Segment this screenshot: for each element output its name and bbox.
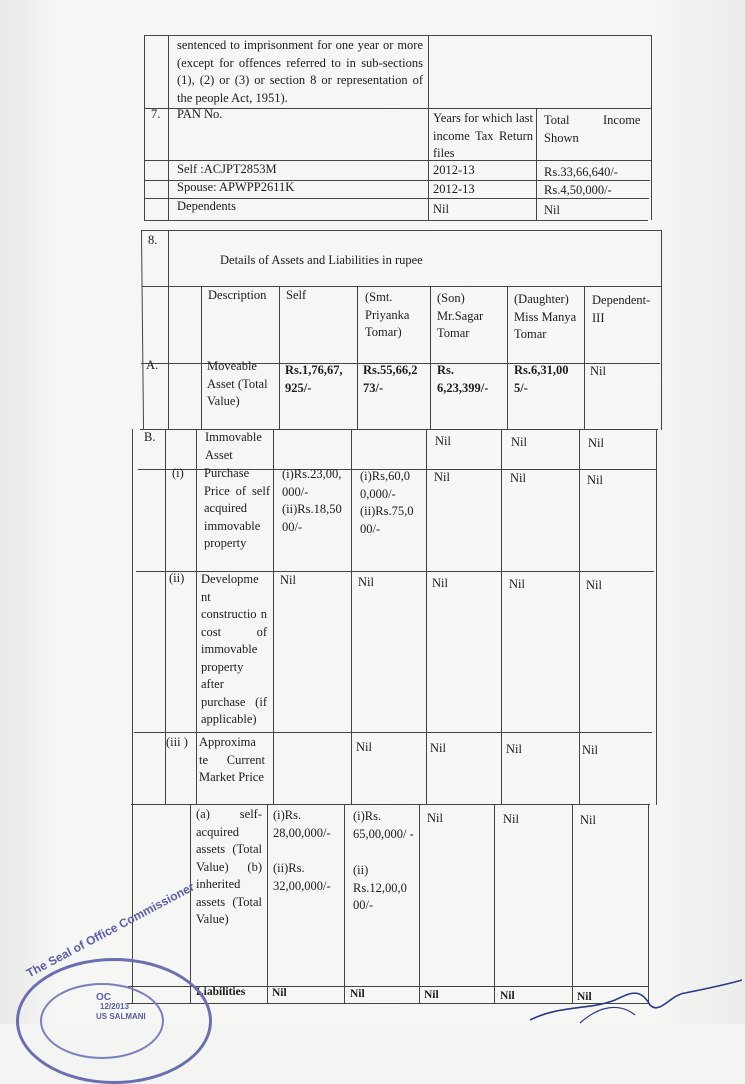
assets-col-divider bbox=[494, 804, 495, 1004]
row-b3-daughter: Nil bbox=[506, 742, 522, 756]
row-b-desc: Immovable Asset bbox=[205, 430, 262, 462]
top-table-border bbox=[144, 35, 652, 36]
year-self: 2012-13 bbox=[433, 163, 475, 177]
top-table-col-divider bbox=[536, 108, 537, 220]
row-b1-daughter: Nil bbox=[510, 471, 526, 485]
assets-col-divider bbox=[579, 429, 580, 805]
row-b-label: B. bbox=[144, 430, 156, 444]
assets-col-divider bbox=[501, 429, 502, 805]
row-b4-self-b: (ii)Rs. 32,00,000/- bbox=[273, 861, 331, 893]
pan-spouse: Spouse: APWPP2611K bbox=[177, 180, 295, 194]
assets-table-title: Details of Assets and Liabilities in rupee bbox=[220, 253, 423, 267]
year-spouse: 2012-13 bbox=[433, 182, 475, 196]
assets-col-divider bbox=[196, 429, 197, 805]
income-dependents: Nil bbox=[544, 203, 560, 217]
row-a-self: Rs.1,76,67, 925/- bbox=[285, 363, 343, 395]
row-number-7: 7. bbox=[151, 107, 161, 121]
row-a-spouse: Rs.55,66,2 73/- bbox=[363, 363, 418, 395]
assets-col-divider bbox=[273, 429, 274, 805]
header-daughter: (Daughter) Miss Manya Tomar bbox=[514, 292, 577, 341]
row-b4-self-a: (i)Rs. 28,00,000/- bbox=[273, 808, 331, 840]
row-b-dependent: Nil bbox=[588, 436, 604, 450]
disqualification-text: sentenced to imprisonment for one year or more (except for offences referred to in sub-sections (1), (2) or (3) or section 8 or representation of the people Act, 1951). bbox=[177, 38, 423, 105]
row-b4-son: Nil bbox=[427, 811, 443, 825]
row-b4-dependent: Nil bbox=[580, 813, 596, 827]
assets-col-divider bbox=[279, 286, 280, 430]
assets-col-divider bbox=[201, 286, 202, 430]
year-dependents: Nil bbox=[433, 202, 449, 216]
row-b2-self: Nil bbox=[280, 573, 296, 587]
row-liabilities-self: Nil bbox=[272, 987, 287, 999]
pan-dependents: Dependents bbox=[177, 199, 237, 213]
row-b1-self: (i)Rs.23,00, 000/- (ii)Rs.18,50 00/- bbox=[282, 467, 342, 534]
row-liabilities-son: Nil bbox=[424, 989, 439, 1001]
row-liabilities-daughter: Nil bbox=[500, 990, 515, 1002]
assets-col-divider bbox=[430, 286, 431, 430]
row-b1-label: (i) bbox=[172, 466, 184, 480]
seal-text-line3: US SALMANI bbox=[96, 1012, 146, 1021]
assets-col-divider bbox=[267, 804, 268, 1004]
seal-outer-text: The Seal of Office Commissioner bbox=[24, 879, 197, 981]
row-a-label: A. bbox=[146, 358, 159, 372]
assets-col-divider bbox=[357, 286, 358, 430]
header-self: Self bbox=[286, 288, 307, 302]
total-header-income: Income bbox=[603, 113, 641, 127]
top-table-col-divider bbox=[428, 35, 429, 220]
header-spouse: (Smt. Priyanka Tomar) bbox=[365, 290, 410, 339]
row-b3-spouse: Nil bbox=[356, 740, 372, 754]
assets-col-divider bbox=[507, 286, 508, 430]
seal-text-line1: OC bbox=[96, 992, 111, 1003]
assets-table-border bbox=[142, 230, 662, 231]
assets-col-divider bbox=[351, 429, 352, 805]
total-header-shown: Shown bbox=[544, 131, 579, 145]
section-number-8: 8. bbox=[148, 233, 158, 247]
income-spouse: Rs.4,50,000/- bbox=[544, 183, 612, 197]
top-table-border bbox=[144, 220, 648, 221]
row-b4-spouse-b: (ii) Rs.12,00,0 00/- bbox=[353, 863, 407, 912]
years-header: Years for which last income Tax Return files bbox=[433, 111, 533, 160]
pan-self: Self :ACJPT2853M bbox=[177, 162, 277, 176]
pan-label: PAN No. bbox=[177, 107, 223, 121]
row-liabilities-dependent: Nil bbox=[577, 991, 592, 1003]
row-b2-desc: Developme nt constructio n cost of immovable property after purchase (if applicable) bbox=[201, 572, 267, 726]
total-header-total: Total bbox=[544, 113, 570, 127]
assets-row-divider bbox=[134, 732, 652, 733]
row-b2-son: Nil bbox=[432, 576, 448, 590]
row-b3-son: Nil bbox=[430, 741, 446, 755]
row-b1-desc: Purchase Price of self acquired immovable property bbox=[204, 466, 270, 550]
row-b3-label: (iii ) bbox=[166, 735, 188, 749]
row-b3-dependent: Nil bbox=[582, 743, 598, 757]
assets-col-divider bbox=[344, 804, 345, 1004]
row-b3-desc: Approxima te Current Market Price bbox=[199, 735, 265, 784]
row-b2-dependent: Nil bbox=[586, 578, 602, 592]
assets-table-border bbox=[656, 429, 657, 805]
assets-col-divider bbox=[190, 804, 191, 1004]
row-a-dependent: Nil bbox=[590, 364, 606, 378]
row-a-daughter: Rs.6,31,00 5/- bbox=[514, 363, 569, 395]
header-description: Description bbox=[208, 288, 267, 302]
row-liabilities-desc: Liabilities bbox=[196, 986, 246, 998]
row-b1-dependent: Nil bbox=[587, 473, 603, 487]
assets-col-divider bbox=[168, 230, 169, 430]
row-b2-label: (ii) bbox=[169, 571, 185, 585]
signature bbox=[520, 975, 745, 1024]
assets-table-border bbox=[648, 804, 649, 1004]
row-b-son: Nil bbox=[435, 434, 451, 448]
top-table-border bbox=[144, 35, 145, 220]
row-a-desc: Moveable Asset (Total Value) bbox=[207, 359, 268, 408]
row-b1-spouse: (i)Rs,60,0 0,000/- (ii)Rs.75,0 00/- bbox=[360, 469, 414, 536]
income-self: Rs.33,66,640/- bbox=[544, 165, 618, 179]
assets-col-divider bbox=[426, 429, 427, 805]
row-b4-desc: (a) self-acquired assets (Total Value) (b) inherited assets (Total Value) bbox=[196, 807, 262, 926]
assets-col-divider bbox=[419, 804, 420, 1004]
row-b4-spouse-a: (i)Rs. 65,00,000/ - bbox=[353, 809, 414, 841]
assets-col-divider bbox=[572, 804, 573, 1004]
assets-col-divider bbox=[584, 286, 585, 430]
row-a-son: Rs. 6,23,399/- bbox=[437, 363, 489, 395]
row-b1-son: Nil bbox=[434, 470, 450, 484]
assets-table-border bbox=[661, 230, 662, 430]
header-dependent: Dependent-III bbox=[592, 293, 651, 325]
top-table-col-divider bbox=[168, 35, 169, 220]
row-b2-spouse: Nil bbox=[358, 575, 374, 589]
row-b4-daughter: Nil bbox=[503, 812, 519, 826]
header-son: (Son) Mr.Sagar Tomar bbox=[437, 291, 484, 340]
seal-text-line2: 12/2013 bbox=[100, 1002, 129, 1011]
top-table-border bbox=[651, 35, 652, 220]
row-b-daughter: Nil bbox=[511, 435, 527, 449]
row-liabilities-spouse: Nil bbox=[350, 988, 365, 1000]
row-b2-daughter: Nil bbox=[509, 577, 525, 591]
